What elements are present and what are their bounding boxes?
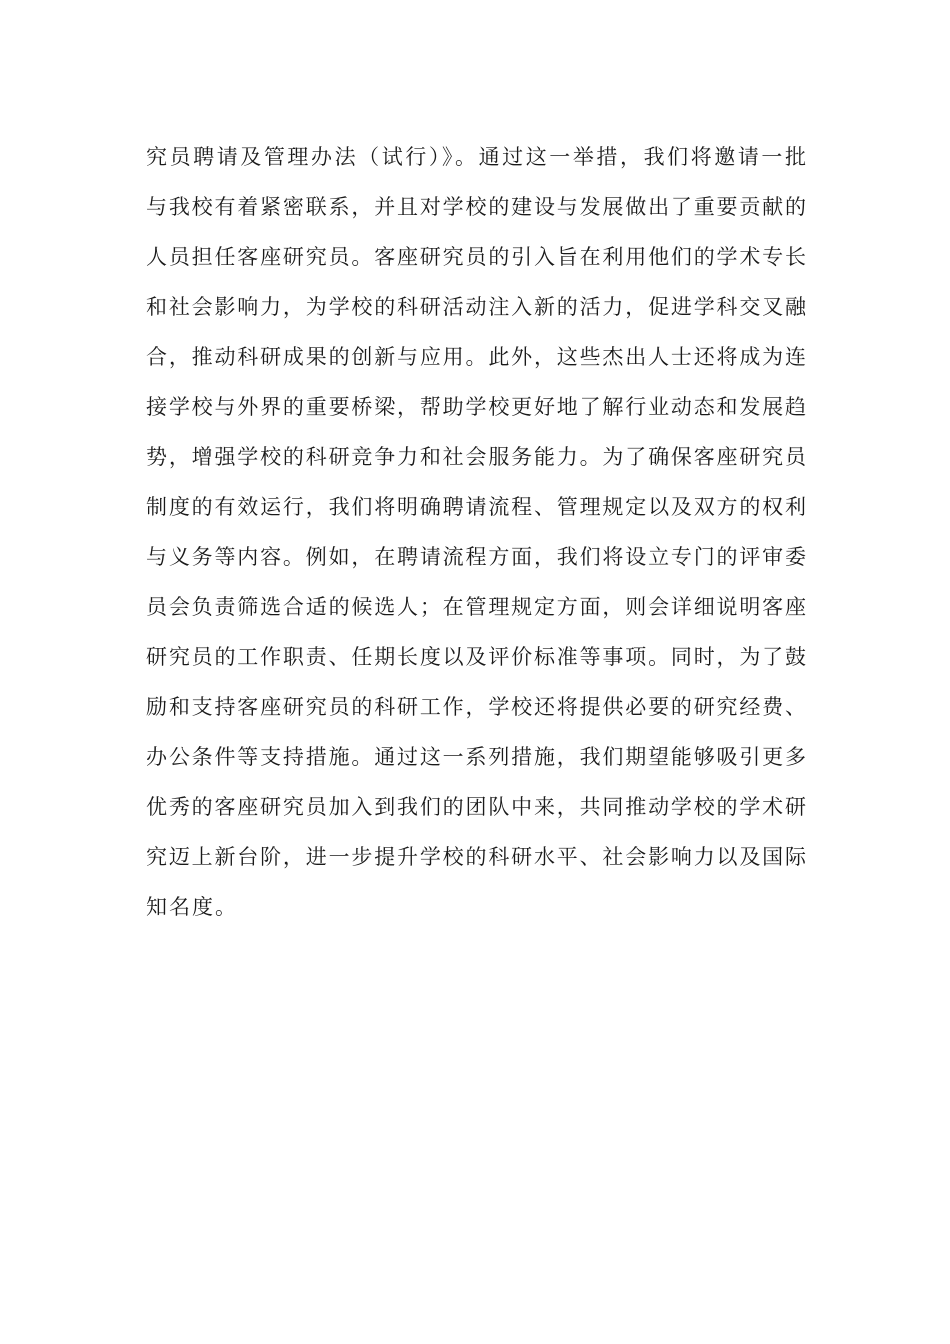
paragraph-line: 员会负责筛选合适的候选人；在管理规定方面，则会详细说明客座 — [146, 595, 806, 619]
body-paragraph — [146, 132, 806, 932]
paragraph-line: 与义务等内容。例如，在聘请流程方面，我们将设立专门的评审委 — [146, 545, 806, 569]
paragraph-last-line: 知名度。 — [146, 895, 238, 919]
paragraph-line: 接学校与外界的重要桥梁，帮助学校更好地了解行业动态和发展趋 — [146, 395, 806, 419]
paragraph-line: 优秀的客座研究员加入到我们的团队中来，共同推动学校的学术研 — [146, 795, 806, 819]
paragraph-line: 办公条件等支持措施。通过这一系列措施，我们期望能够吸引更多 — [146, 745, 806, 769]
paragraph-line: 合，推动科研成果的创新与应用。此外，这些杰出人士还将成为连 — [146, 345, 806, 369]
paragraph-line: 势，增强学校的科研竞争力和社会服务能力。为了确保客座研究员 — [146, 445, 806, 469]
paragraph-line: 究员聘请及管理办法（试行）》。通过这一举措，我们将邀请一批 — [146, 145, 806, 169]
paragraph-line: 和社会影响力，为学校的科研活动注入新的活力，促进学科交叉融 — [146, 295, 806, 319]
paragraph-line: 与我校有着紧密联系，并且对学校的建设与发展做出了重要贡献的 — [146, 195, 806, 219]
paragraph-line: 研究员的工作职责、任期长度以及评价标准等事项。同时，为了鼓 — [146, 645, 806, 669]
paragraph-line: 励和支持客座研究员的科研工作，学校还将提供必要的研究经费、 — [146, 695, 806, 719]
paragraph-line: 制度的有效运行，我们将明确聘请流程、管理规定以及双方的权利 — [146, 495, 806, 519]
paragraph-line: 人员担任客座研究员。客座研究员的引入旨在利用他们的学术专长 — [146, 245, 806, 269]
paragraph-line: 究迈上新台阶，进一步提升学校的科研水平、社会影响力以及国际 — [146, 845, 806, 869]
